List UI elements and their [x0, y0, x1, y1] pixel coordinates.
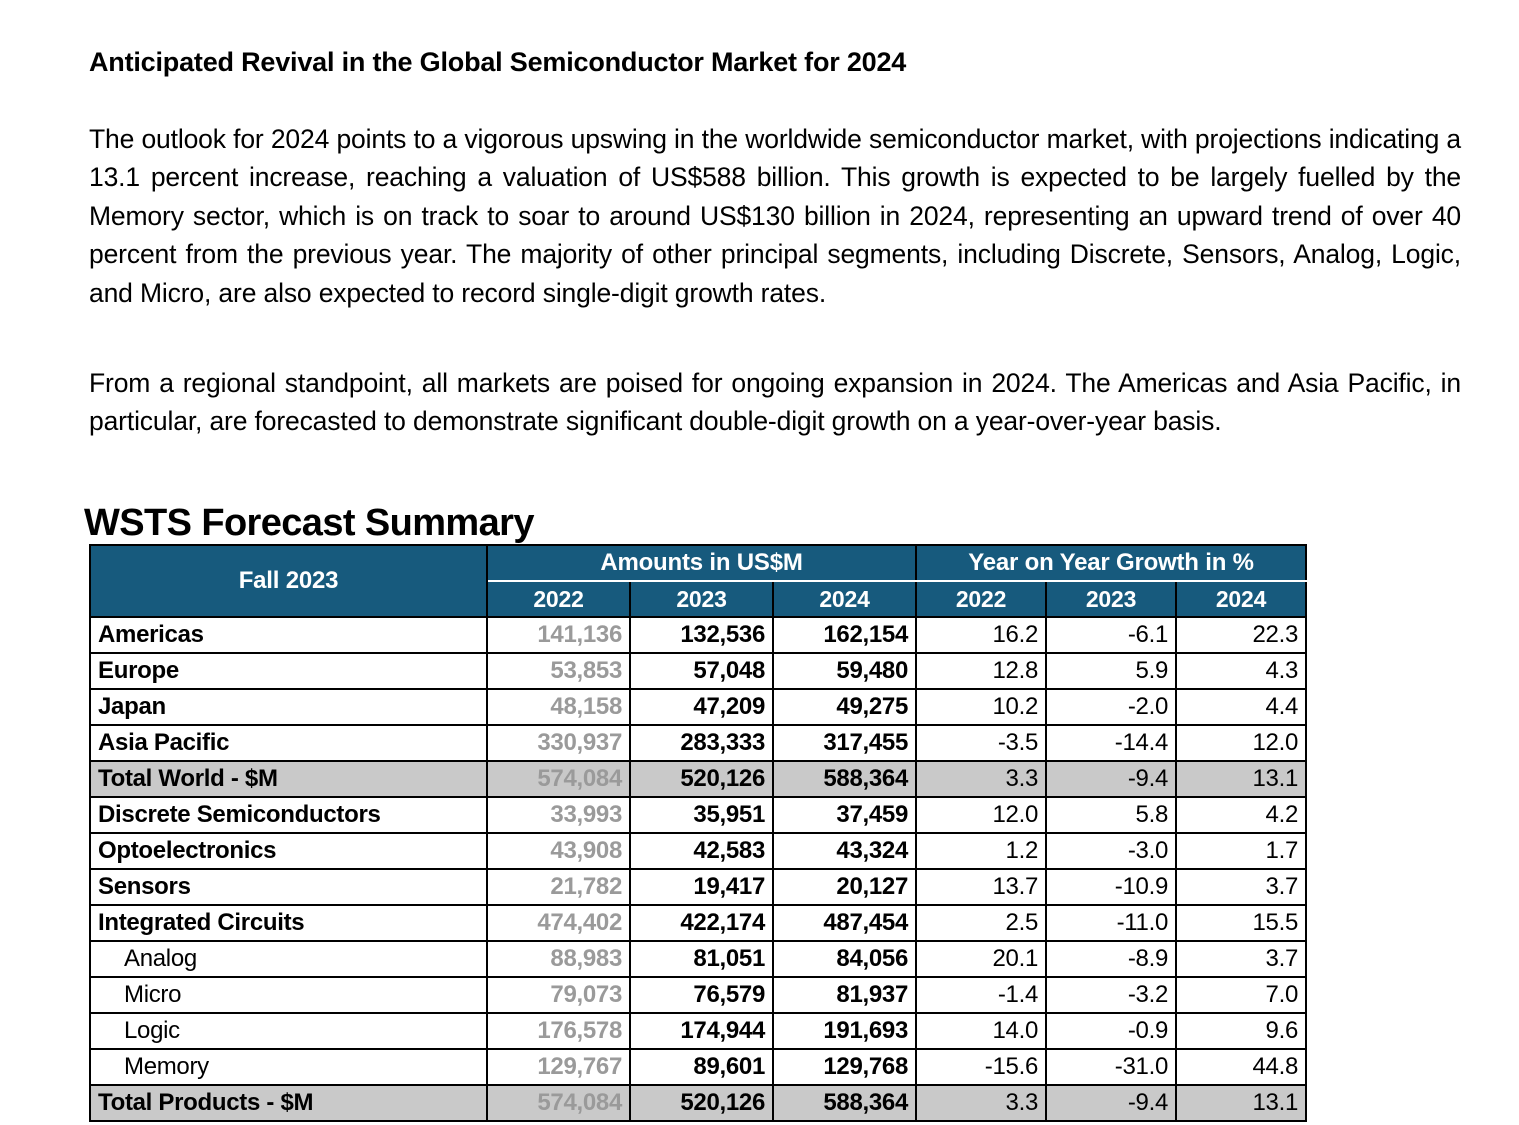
amount-cell: 588,364	[773, 761, 916, 797]
row-label: Optoelectronics	[90, 833, 487, 869]
amount-cell: 21,782	[487, 869, 630, 905]
amount-cell: 19,417	[630, 869, 773, 905]
growth-cell: -15.6	[916, 1049, 1046, 1085]
growth-cell: 13.1	[1176, 761, 1306, 797]
growth-cell: 16.2	[916, 617, 1046, 653]
growth-cell: -11.0	[1046, 905, 1176, 941]
growth-cell: 15.5	[1176, 905, 1306, 941]
table-row	[90, 869, 1306, 905]
growth-cell: 1.7	[1176, 833, 1306, 869]
growth-cell: 5.9	[1046, 653, 1176, 689]
intro-paragraph-2: From a regional standpoint, all markets are poised for ongoing expansion in 2024. The Americas and Asia Pacific, in particular, are forecasted to demonstrate significant double-digit growth on a year-over-year basis.	[89, 367, 1461, 436]
amount-cell: 48,158	[487, 689, 630, 725]
growth-cell: 3.3	[916, 761, 1046, 797]
growth-cell: -3.0	[1046, 833, 1176, 869]
growth-cell: 13.1	[1176, 1085, 1306, 1121]
col-header-amount-2023: 2023	[630, 581, 773, 617]
amount-cell: 283,333	[630, 725, 773, 761]
amount-cell: 129,767	[487, 1049, 630, 1085]
table-body	[90, 617, 1306, 1121]
growth-cell: 2.5	[916, 905, 1046, 941]
growth-cell: -2.0	[1046, 689, 1176, 725]
amount-cell: 89,601	[630, 1049, 773, 1085]
table-row	[90, 797, 1306, 833]
amount-cell: 162,154	[773, 617, 916, 653]
amount-cell: 174,944	[630, 1013, 773, 1049]
row-label: Americas	[90, 617, 487, 653]
amount-cell: 53,853	[487, 653, 630, 689]
table-row	[90, 1049, 1306, 1085]
table-row	[90, 977, 1306, 1013]
growth-cell: -9.4	[1046, 761, 1176, 797]
growth-cell: -9.4	[1046, 1085, 1176, 1121]
column-group-amounts: Amounts in US$M	[487, 545, 916, 581]
table-row	[90, 725, 1306, 761]
growth-cell: 10.2	[916, 689, 1046, 725]
growth-cell: -10.9	[1046, 869, 1176, 905]
amount-cell: 132,536	[630, 617, 773, 653]
amount-cell: 422,174	[630, 905, 773, 941]
growth-cell: -6.1	[1046, 617, 1176, 653]
amount-cell: 43,908	[487, 833, 630, 869]
amount-cell: 84,056	[773, 941, 916, 977]
growth-cell: 9.6	[1176, 1013, 1306, 1049]
amount-cell: 76,579	[630, 977, 773, 1013]
growth-cell: 4.4	[1176, 689, 1306, 725]
table-row	[90, 761, 1306, 797]
amount-cell: 35,951	[630, 797, 773, 833]
col-header-growth-2022: 2022	[916, 581, 1046, 617]
column-group-growth: Year on Year Growth in %	[916, 545, 1306, 581]
growth-cell: -0.9	[1046, 1013, 1176, 1049]
growth-cell: -3.2	[1046, 977, 1176, 1013]
growth-cell: 4.3	[1176, 653, 1306, 689]
amount-cell: 588,364	[773, 1085, 916, 1121]
growth-cell: 20.1	[916, 941, 1046, 977]
amount-cell: 81,051	[630, 941, 773, 977]
page-title: Anticipated Revival in the Global Semiconductor Market for 2024	[89, 47, 907, 78]
row-label: Integrated Circuits	[90, 905, 487, 941]
amount-cell: 574,084	[487, 1085, 630, 1121]
growth-cell: 1.2	[916, 833, 1046, 869]
growth-cell: -14.4	[1046, 725, 1176, 761]
col-header-growth-2023: 2023	[1046, 581, 1176, 617]
amount-cell: 520,126	[630, 1085, 773, 1121]
growth-cell: -8.9	[1046, 941, 1176, 977]
amount-cell: 487,454	[773, 905, 916, 941]
amount-cell: 330,937	[487, 725, 630, 761]
amount-cell: 474,402	[487, 905, 630, 941]
table-header-group-row	[90, 545, 1306, 581]
amount-cell: 57,048	[630, 653, 773, 689]
amount-cell: 59,480	[773, 653, 916, 689]
row-label: Asia Pacific	[90, 725, 487, 761]
growth-cell: 22.3	[1176, 617, 1306, 653]
growth-cell: 3.3	[916, 1085, 1046, 1121]
amount-cell: 43,324	[773, 833, 916, 869]
growth-cell: 7.0	[1176, 977, 1306, 1013]
row-label: Europe	[90, 653, 487, 689]
row-label: Japan	[90, 689, 487, 725]
amount-cell: 81,937	[773, 977, 916, 1013]
row-label: Total Products - $M	[90, 1085, 487, 1121]
table-row	[90, 833, 1306, 869]
amount-cell: 33,993	[487, 797, 630, 833]
table-row	[90, 689, 1306, 725]
col-header-growth-2024: 2024	[1176, 581, 1306, 617]
amount-cell: 317,455	[773, 725, 916, 761]
growth-cell: 44.8	[1176, 1049, 1306, 1085]
col-header-amount-2024: 2024	[773, 581, 916, 617]
table-header	[90, 545, 1306, 617]
growth-cell: 13.7	[916, 869, 1046, 905]
amount-cell: 79,073	[487, 977, 630, 1013]
row-label: Sensors	[90, 869, 487, 905]
section-title: WSTS Forecast Summary	[84, 501, 534, 544]
amount-cell: 520,126	[630, 761, 773, 797]
amount-cell: 176,578	[487, 1013, 630, 1049]
amount-cell: 191,693	[773, 1013, 916, 1049]
growth-cell: 5.8	[1046, 797, 1176, 833]
table-row	[90, 1013, 1306, 1049]
growth-cell: -3.5	[916, 725, 1046, 761]
row-label: Logic	[90, 1013, 487, 1049]
row-label: Memory	[90, 1049, 487, 1085]
row-label: Analog	[90, 941, 487, 977]
growth-cell: 14.0	[916, 1013, 1046, 1049]
table-row	[90, 617, 1306, 653]
table-row	[90, 905, 1306, 941]
amount-cell: 574,084	[487, 761, 630, 797]
growth-cell: 3.7	[1176, 941, 1306, 977]
table-row	[90, 941, 1306, 977]
amount-cell: 37,459	[773, 797, 916, 833]
amount-cell: 42,583	[630, 833, 773, 869]
growth-cell: 12.0	[1176, 725, 1306, 761]
amount-cell: 49,275	[773, 689, 916, 725]
growth-cell: 12.0	[916, 797, 1046, 833]
growth-cell: 3.7	[1176, 869, 1306, 905]
row-label: Micro	[90, 977, 487, 1013]
amount-cell: 141,136	[487, 617, 630, 653]
row-label: Discrete Semiconductors	[90, 797, 487, 833]
growth-cell: -1.4	[916, 977, 1046, 1013]
amount-cell: 88,983	[487, 941, 630, 977]
amount-cell: 47,209	[630, 689, 773, 725]
amount-cell: 20,127	[773, 869, 916, 905]
table-row	[90, 653, 1306, 689]
intro-paragraph-1: The outlook for 2024 points to a vigorous upswing in the worldwide semiconductor market, with projections indicating a 13.1 percent increase, reaching a valuation of US$588 billion. This growth is expected to be largely fuelled by the Memory sector, which is on track to soar to around US$130 billion in 2024, representing an upward trend of over 40 percent from the previous year. The majority of other principal segments, including Discrete, Sensors, Analog, Logic, and Micro, are also expected to record single-digit growth rates.	[89, 123, 1461, 308]
wsts-forecast-table	[89, 544, 1307, 1122]
table-corner-label: Fall 2023	[90, 545, 487, 617]
growth-cell: -31.0	[1046, 1049, 1176, 1085]
growth-cell: 4.2	[1176, 797, 1306, 833]
col-header-amount-2022: 2022	[487, 581, 630, 617]
growth-cell: 12.8	[916, 653, 1046, 689]
row-label: Total World - $M	[90, 761, 487, 797]
table-row	[90, 1085, 1306, 1121]
amount-cell: 129,768	[773, 1049, 916, 1085]
